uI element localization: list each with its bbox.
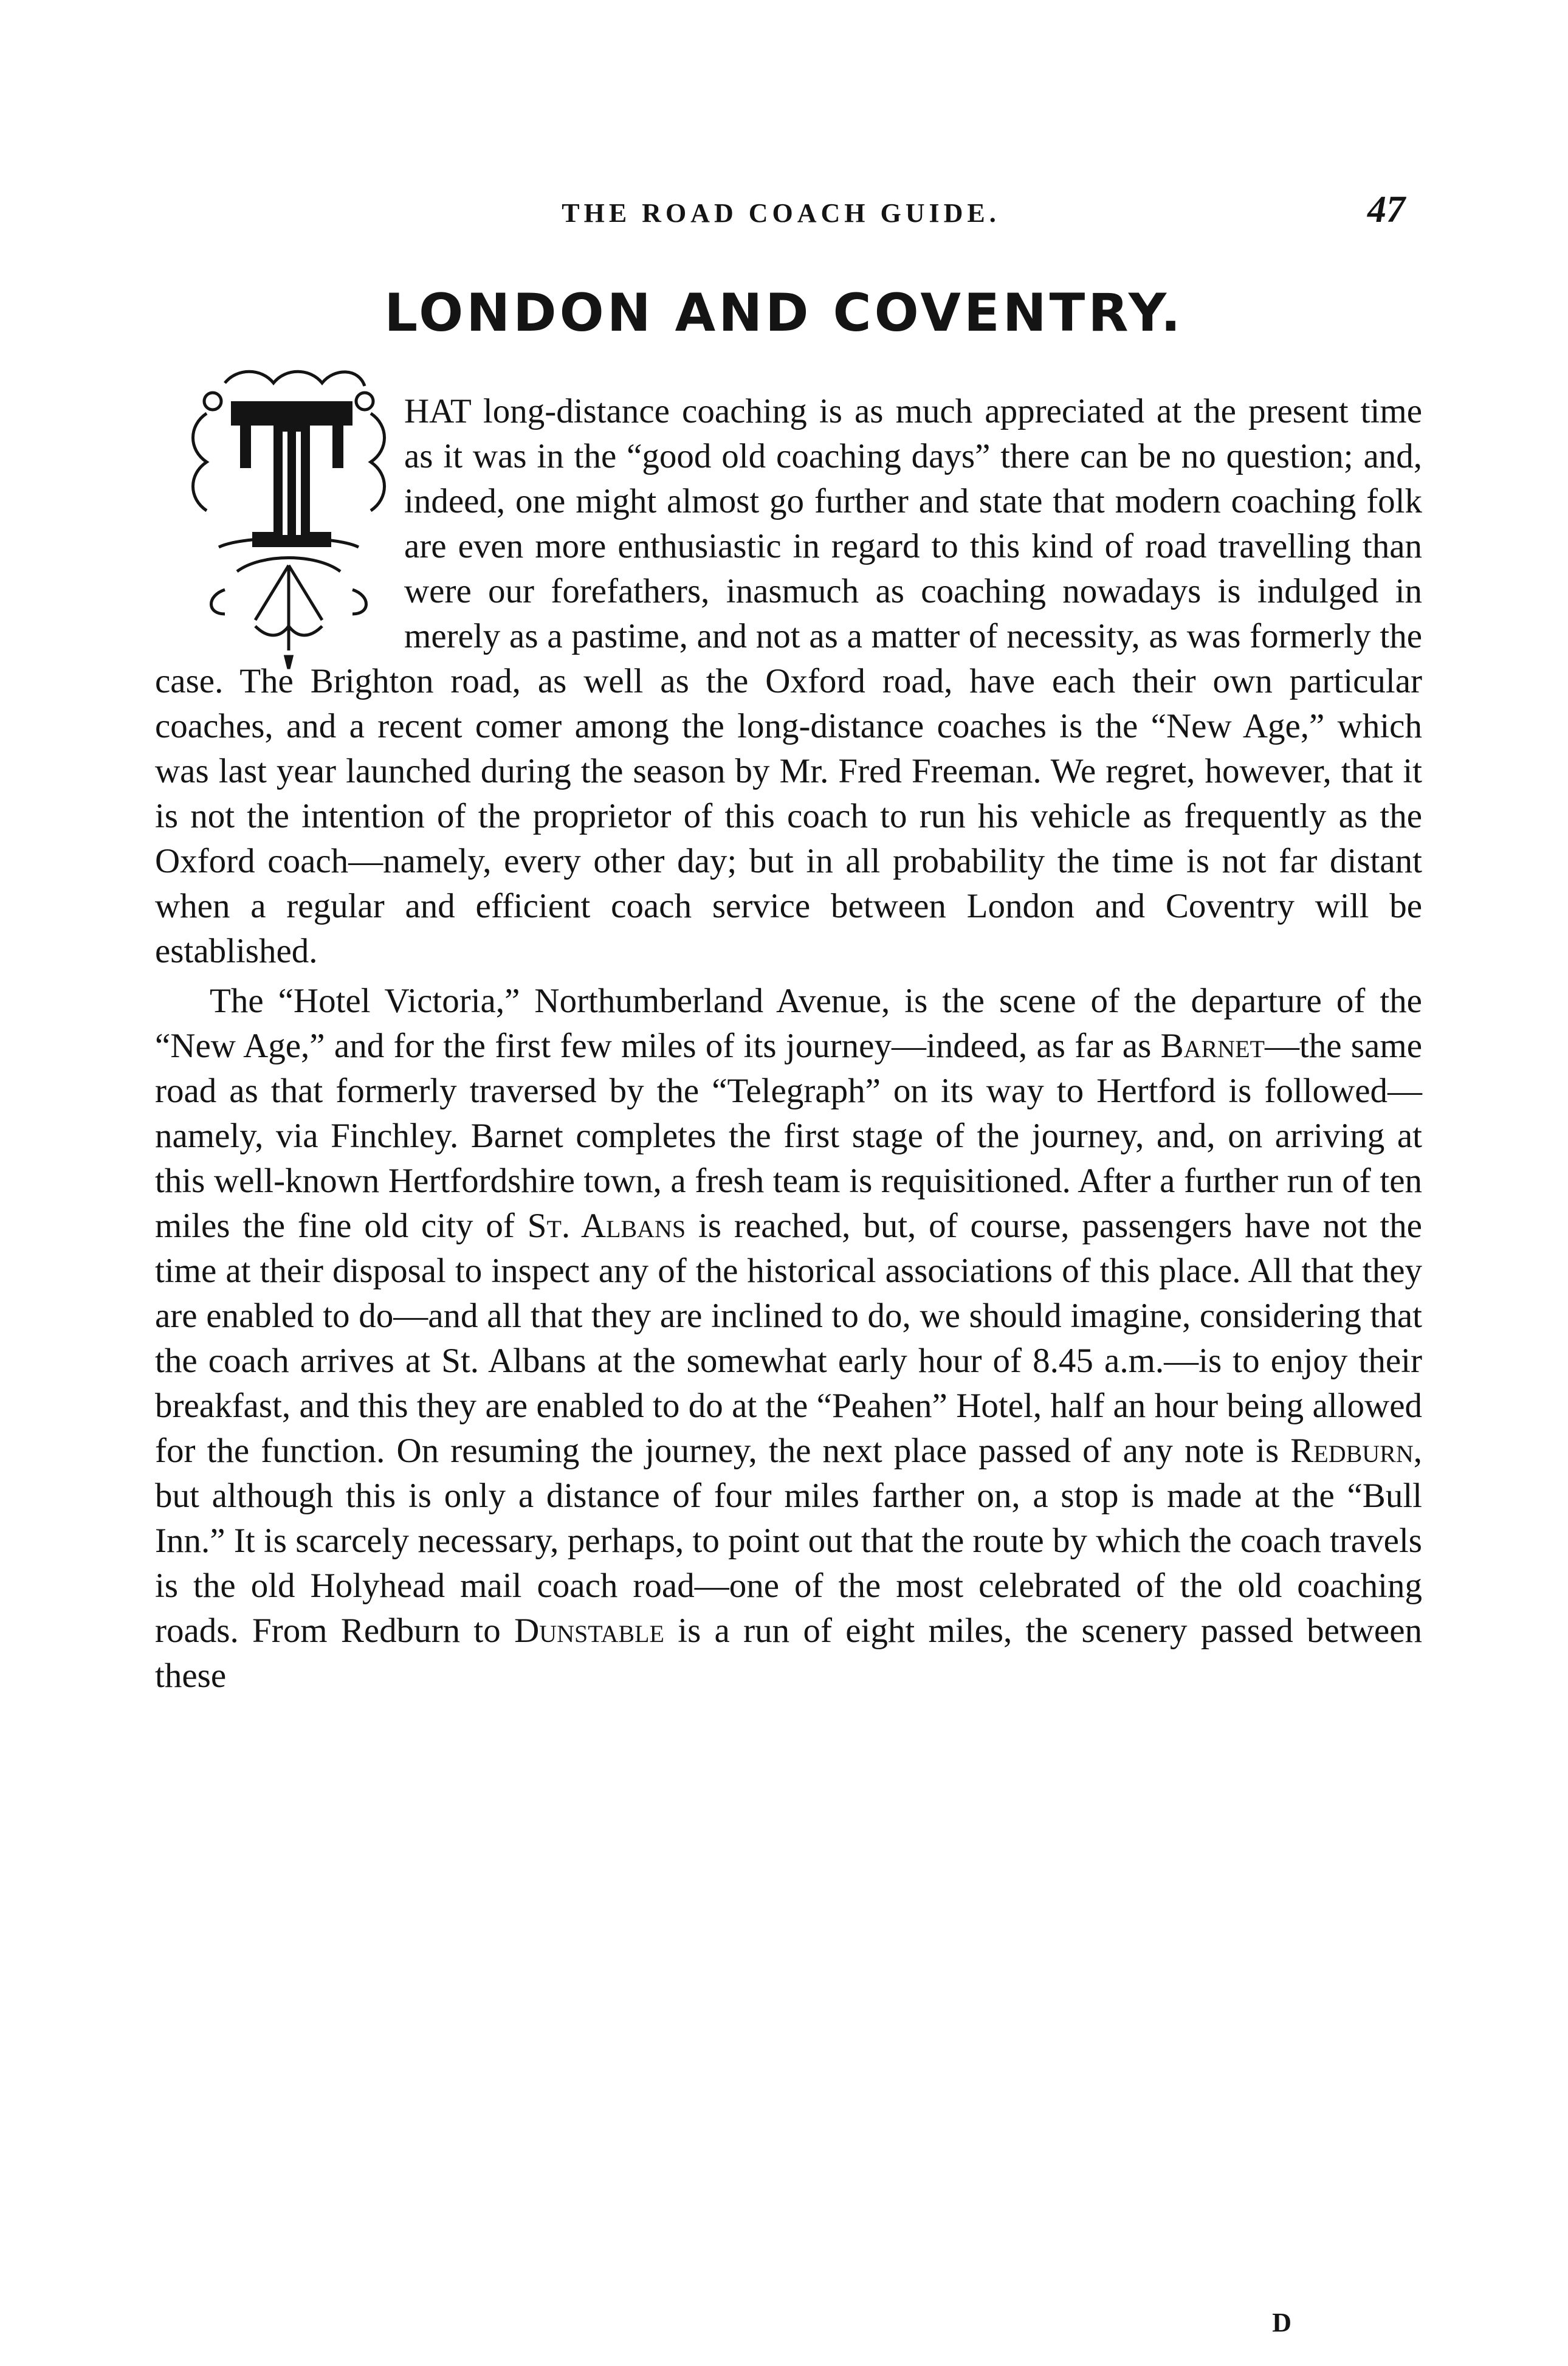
paragraph-2-part-4: , but although this is only a distance of four miles farther on, a stop is made at the “Bull Inn.” It is scarcely necessary, perhaps, to point out that the route by which the coach travels is the old Holyhead mail coach road—one of the most celebrated of the old coaching roads. From Redburn to bbox=[155, 1432, 1422, 1650]
paragraph-1-text: HAT long-distance coaching is as much appreciated at the present time as it was in the “good old coaching days” there can be no question; and, indeed, one might almost go further and state that modern coaching folk are even more enthusiastic in regard to this kind of road travelling than were our forefathers, inasmuch as coaching nowadays is indulged in merely as a pastime, and not as a matter of necessity, as was formerly the case. The Brighton road, as well as the Oxford road, have each their own particular coaches, and a recent comer among the long-distance coaches is the “New Age,” which was last year launched during the season by Mr. Fred Freeman. We regret, however, that it is not the intention of the proprietor of this coach to run his vehicle as frequently as the Oxford coach—namely, every other day; but in all probability the time is not far distant when a regular and efficient coach service between London and Coventry will be established. bbox=[155, 392, 1422, 970]
paragraph-2-part-5: is a run of eight miles, the scenery passed between these bbox=[155, 1612, 1422, 1695]
paragraph-2 bbox=[155, 979, 1422, 1699]
signature-mark: D bbox=[1272, 2308, 1291, 2337]
drop-cap-space bbox=[155, 389, 404, 654]
paragraph-2-part-3: is reached, but, of course, passengers have not the time at their disposal to inspect any of the historical associations of this place. All that they are enabled to do—and all that they are inclined to do, we should imagine, considering that the coach arrives at St. Albans at the somewhat early hour of 8.45 a.m.—is to enjoy their breakfast, and this they are enabled to do at the “Peahen” Hotel, half an hour being allowed for the function. On resuming the journey, the next place passed of any note is bbox=[155, 1207, 1422, 1470]
paragraph-2-part-1: The “Hotel Victoria,” Northumberland Avenue, is the scene of the departure of the “New Age,” and for the first few miles of its journey—indeed, as far as bbox=[155, 982, 1422, 1065]
place-st-albans: St. Albans bbox=[527, 1207, 686, 1245]
place-redburn: Redburn bbox=[1290, 1432, 1414, 1470]
body-text bbox=[155, 389, 1422, 1699]
paragraph-1 bbox=[155, 389, 1422, 974]
place-dunstable: Dunstable bbox=[514, 1612, 664, 1650]
paragraph-2-part-2: —the same road as that formerly traversed by the “Telegraph” on its way to Hertford is followed—namely, via Finchley. Barnet completes the first stage of the journey, and, on arriving at this well-known Hertfordshire town, a fresh team is requisitioned. After a further run of ten miles the fine old city of bbox=[155, 1027, 1422, 1245]
place-barnet: Barnet bbox=[1160, 1027, 1265, 1065]
running-head: THE ROAD COACH GUIDE. bbox=[562, 198, 1000, 228]
page-number: 47 bbox=[1367, 189, 1405, 230]
chapter-title: LONDON AND COVENTRY. bbox=[384, 283, 1184, 343]
